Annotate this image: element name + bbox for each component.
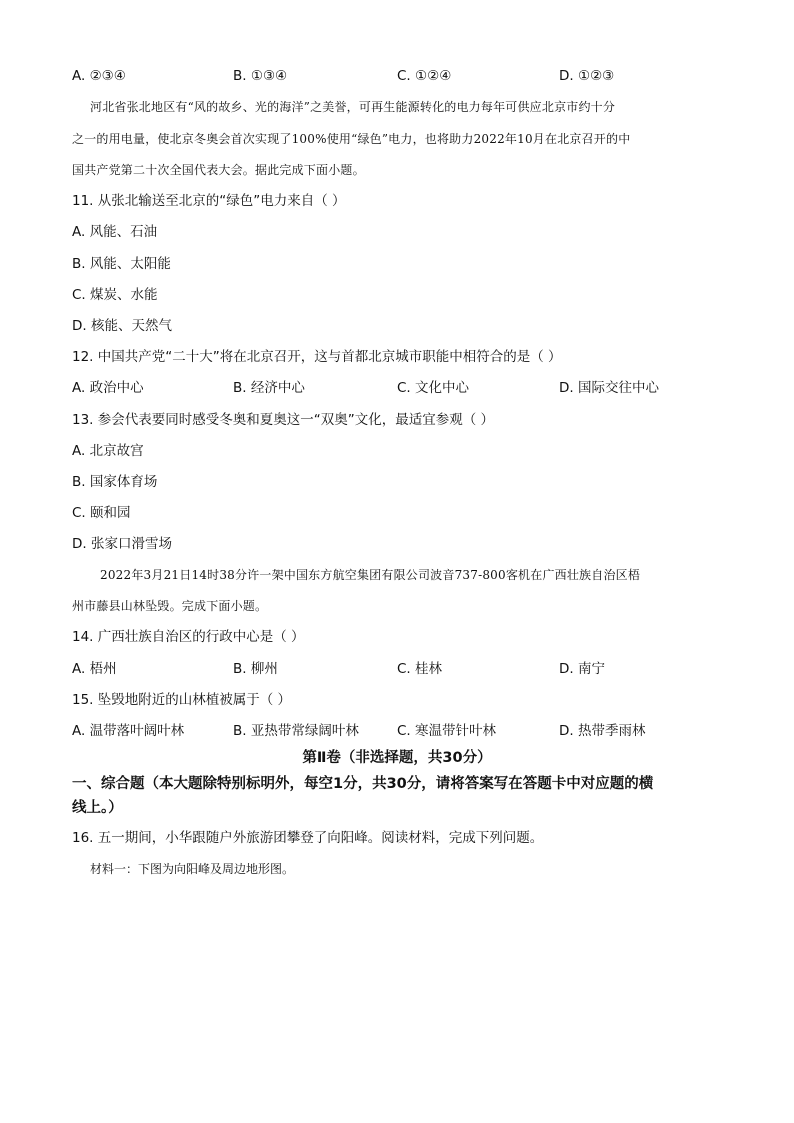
section-heading: 一、综合题（本大题除特别标明外，每空1分，共30分，请将答案写在答题卡中对应题的横: [72, 776, 654, 792]
option-b[interactable]: B. 柳州: [233, 661, 278, 677]
option-c[interactable]: C. 文化中心: [397, 380, 470, 396]
passage-line: 州市藤县山林坠毁。完成下面小题。: [72, 599, 268, 613]
section-title: 第Ⅱ卷（非选择题，共30分）: [302, 750, 492, 766]
option-c[interactable]: C. 寒温带针叶林: [397, 723, 497, 739]
option-b[interactable]: B. 经济中心: [233, 380, 305, 396]
option-d[interactable]: D. 张家口滑雪场: [72, 536, 172, 552]
option-c[interactable]: C. 煤炭、水能: [72, 287, 158, 303]
question-stem: 12. 中国共产党“二十大”将在北京召开，这与首都北京城市职能中相符合的是（ ）: [72, 349, 562, 365]
section-heading: 线上。）: [72, 800, 123, 816]
material-caption: 材料一：下图为向阳峰及周边地形图。: [90, 862, 295, 876]
option-a[interactable]: A. 政治中心: [72, 380, 144, 396]
passage-line: 国共产党第二十次全国代表大会。据此完成下面小题。: [72, 163, 365, 177]
passage-line: 2022年3月21日14时38分许一架中国东方航空集团有限公司波音737-800客机在广西壮族自治区梧: [100, 568, 641, 582]
option-a[interactable]: A. ②③④: [72, 68, 126, 84]
option-c[interactable]: C. 桂林: [397, 661, 443, 677]
question-stem: 15. 坠毁地附近的山林植被属于（ ）: [72, 692, 292, 708]
option-d[interactable]: D. 国际交往中心: [559, 380, 659, 396]
option-a[interactable]: A. 温带落叶阔叶林: [72, 723, 185, 739]
question-stem: 11. 从张北输送至北京的“绿色”电力来自（ ）: [72, 193, 346, 209]
option-c[interactable]: C. 颐和园: [72, 505, 131, 521]
option-b[interactable]: B. 亚热带常绿阔叶林: [233, 723, 359, 739]
option-a[interactable]: A. 北京故宫: [72, 443, 144, 459]
question-stem: 16. 五一期间，小华跟随户外旅游团攀登了向阳峰。阅读材料，完成下列问题。: [72, 830, 544, 846]
passage-line: 河北省张北地区有“风的故乡、光的海洋”之美誉，可再生能源转化的电力每年可供应北京市约十分: [90, 100, 616, 114]
option-d[interactable]: D. 热带季雨林: [559, 723, 646, 739]
option-b[interactable]: B. 国家体育场: [72, 474, 158, 490]
option-d[interactable]: D. ①②③: [559, 68, 615, 84]
option-c[interactable]: C. ①②④: [397, 68, 452, 84]
option-a[interactable]: A. 风能、石油: [72, 224, 158, 240]
passage-line: 之一的用电量，使北京冬奥会首次实现了100%使用“绿色”电力，也将助力2022年10月在北京召开的中: [72, 132, 631, 146]
option-d[interactable]: D. 核能、天然气: [72, 318, 172, 334]
question-stem: 13. 参会代表要同时感受冬奥和夏奥这一“双奥”文化，最适宜参观（ ）: [72, 412, 495, 428]
option-b[interactable]: B. 风能、太阳能: [72, 256, 171, 272]
option-d[interactable]: D. 南宁: [559, 661, 605, 677]
question-stem: 14. 广西壮族自治区的行政中心是（ ）: [72, 629, 305, 645]
option-a[interactable]: A. 梧州: [72, 661, 117, 677]
option-b[interactable]: B. ①③④: [233, 68, 288, 84]
